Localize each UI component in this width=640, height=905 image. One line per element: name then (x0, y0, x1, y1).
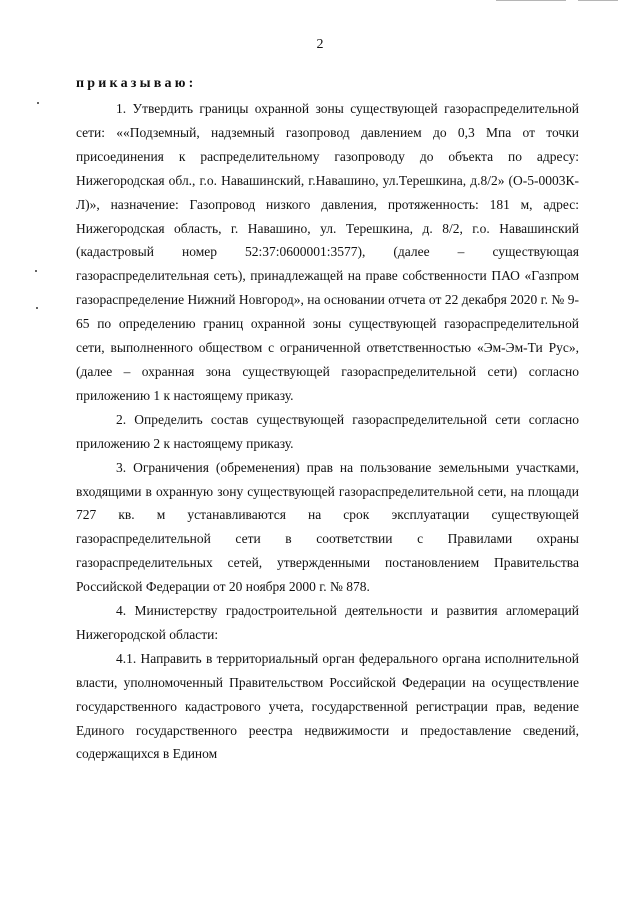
paragraph-2-define-composition: 2. Определить состав существующей газораспределительной сети согласно приложению 2 к настоящему приказу. (76, 411, 579, 451)
scan-speck (35, 270, 37, 272)
order-heading: приказываю: (76, 76, 197, 91)
scan-speck (36, 307, 38, 309)
scan-artifact-line (578, 0, 618, 1)
scan-speck (37, 102, 39, 104)
paragraph-1-approve-boundaries: 1. Утвердить границы охранной зоны существующей газораспределительной сети: ««Подземный, надземный газопровод давлением до 0,3 Мпа от точки присоединения к распределительному газопроводу до объекта по адресу: Нижегородская обл., г.о. Навашинский, г.Навашино, ул.Терешкина, д.8/2» (О-5-0003К-Л)», назначение: Газопровод низкого давления, протяженность: 181 м, адрес: Нижегородская область, г. Навашино, ул. Терешкина, д. 8/2, г.о. Навашинский (кадастровый номер 52:37:0600001:3577), (далее – существующая газораспределительная сеть), принадлежащей на праве собственности ПАО «Газпром газораспределение Нижний Новгород», на основании отчета от 22 декабря 2020 г. № 9-65 по определению границ охранной зоны существующей газораспределительной сети, выполненного обществом с ограниченной ответственностью «Эм-Эм-Ти Рус», (далее – охранная зона существующей газораспределительной сети) согласно приложению 1 к настоящему приказу. (76, 101, 579, 403)
paragraph-3-restrictions: 3. Ограничения (обременения) прав на пользование земельными участками, входящими в охранную зону существующей газораспределительной сети, на площади 727 кв. м устанавливаются на срок эксплуатации существующей газораспределительной сети в соответствии с Правилами охраны газораспределительных сетей, утвержденными постановлением Правительства Российской Федерации от 20 ноября 2000 г. № 878. (76, 459, 579, 595)
scan-artifact-line (496, 0, 566, 1)
page-number: 2 (316, 37, 324, 52)
document-body (76, 97, 579, 766)
paragraph-4-1-send: 4.1. Направить в территориальный орган федерального органа исполнительной власти, уполномоченный Правительством Российской Федерации на осуществление государственного кадастрового учета, государственной регистрации прав, ведение Единого государственного реестра недвижимости и предоставление сведений, содержащихся в Едином (76, 650, 579, 762)
paragraph-4-ministry: 4. Министерству градостроительной деятельности и развития агломераций Нижегородской области: (76, 603, 579, 642)
